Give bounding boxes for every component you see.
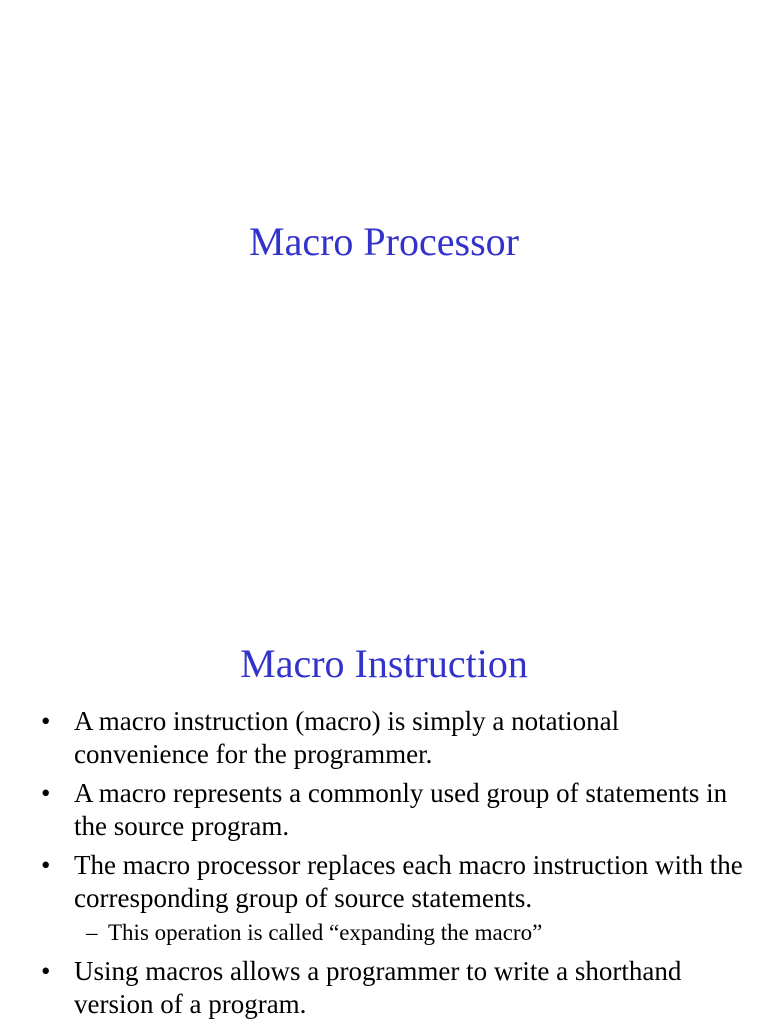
bullet-text: The macro processor replaces each macro instruction with the corresponding group of source statements.: [74, 850, 743, 913]
bullet-dot-icon: •: [41, 706, 51, 736]
bullet-text: A macro instruction (macro) is simply a notational convenience for the programmer.: [74, 706, 620, 769]
bullet-dot-icon: •: [41, 956, 51, 986]
bullet-item: [0, 777, 768, 843]
slide-2-title: Macro Instruction: [240, 641, 528, 686]
bullet-text: Using macros allows a programmer to write a shorthand version of a program.: [74, 956, 682, 1019]
bullet-item: [0, 705, 768, 771]
bullet-item: [0, 849, 768, 915]
slide-1-title: Macro Processor: [249, 219, 519, 264]
sub-bullet-text: This operation is called “expanding the macro”: [108, 920, 543, 945]
sub-bullet-item: [0, 919, 768, 947]
bullet-item: [0, 955, 768, 1021]
bullet-dot-icon: •: [41, 850, 51, 880]
slide-2: [0, 590, 768, 1024]
bullet-list: [0, 705, 768, 1027]
dash-icon: –: [86, 920, 98, 945]
bullet-text: A macro represents a commonly used group of statements in the source program.: [74, 778, 728, 841]
bullet-dot-icon: •: [41, 778, 51, 808]
